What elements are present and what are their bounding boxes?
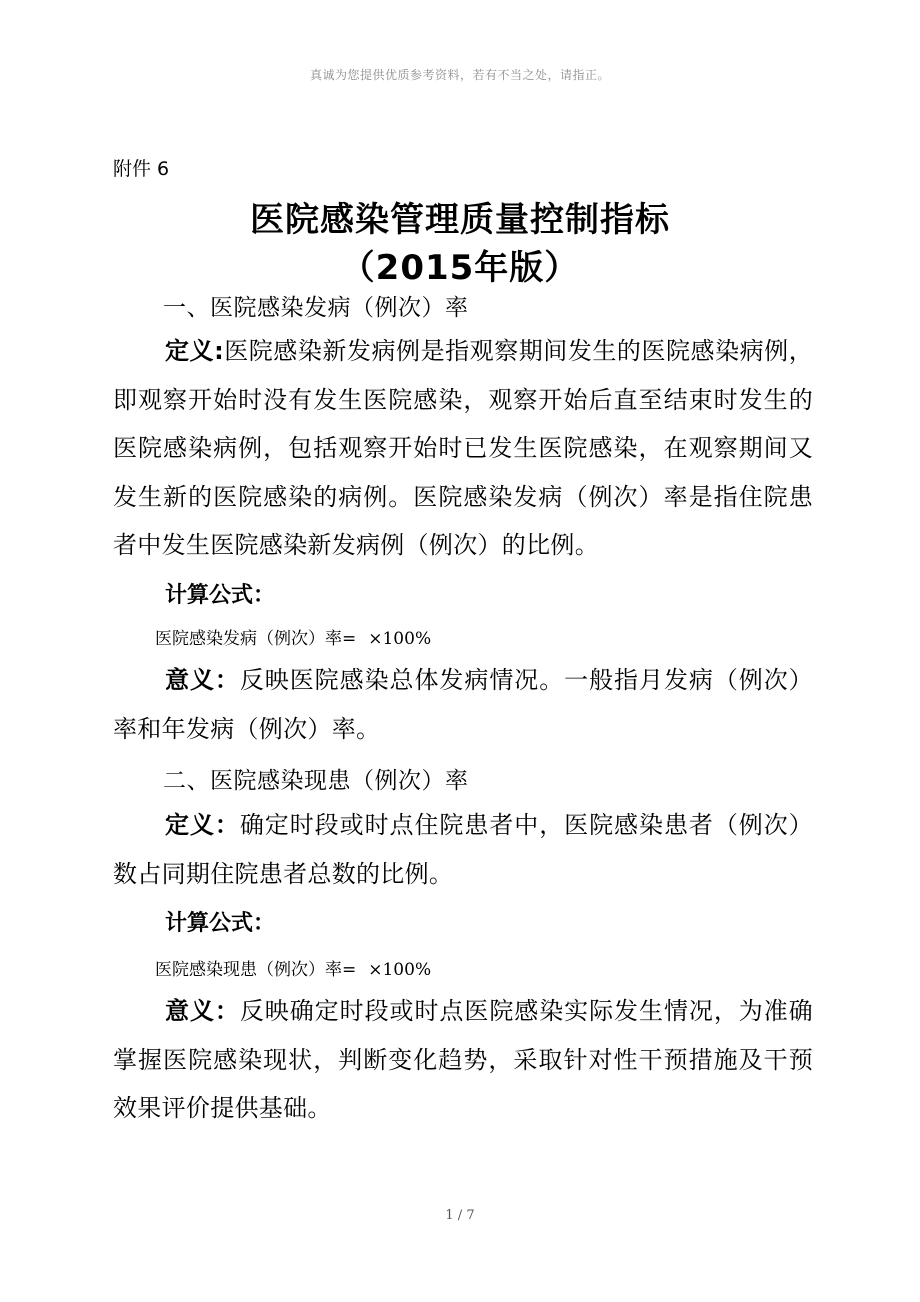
formula-multiplier: ×100% <box>368 960 432 980</box>
header-note: 真诚为您提供优质参考资料，若有不当之处，请指正。 <box>309 68 610 82</box>
section-1-formula-label: 计算公式： <box>165 583 276 608</box>
section-2-meaning <box>113 987 813 1133</box>
definition-text: 医院感染新发病例是指观察期间发生的医院感染病例，即观察开始时没有发生医院感染，观察开始后直至结束时发生的医院感染病例，包括观察开始时已发生医院感染，在观察期间又发生新的医院感染的病例。医院感染发病（例次）率是指住院患者中发生医院感染新发病例（例次）的比例。 <box>113 337 813 559</box>
meaning-text: 反映医院感染总体发病情况。一般指月发病（例次）率和年发病（例次）率。 <box>113 666 813 743</box>
section-heading-2: 二、医院感染现患（例次）率 <box>163 768 469 794</box>
section-1-meaning <box>113 656 813 753</box>
formula-multiplier: ×100% <box>368 629 432 649</box>
section-1-formula <box>155 624 431 649</box>
meaning-label: 意义： <box>165 666 240 694</box>
formula-text: 医院感染发病（例次）率= <box>155 629 357 649</box>
section-2-formula <box>155 955 431 980</box>
section-1-definition <box>113 327 813 570</box>
section-2-definition <box>113 801 813 898</box>
document-title: 医院感染管理质量控制指标 <box>250 200 670 240</box>
definition-label: 定义: <box>165 337 224 365</box>
formula-text: 医院感染现患（例次）率= <box>155 960 357 980</box>
meaning-text: 反映确定时段或时点医院感染实际发生情况，为准确掌握医院感染现状，判断变化趋势，采取针对性干预措施及干预效果评价提供基础。 <box>113 997 813 1122</box>
document-title-edition: （2015年版） <box>340 248 580 288</box>
section-2-formula-label: 计算公式： <box>165 911 276 936</box>
meaning-label: 意义： <box>165 997 240 1025</box>
page-number: 1 / 7 <box>445 1208 475 1223</box>
attachment-label: 附件 6 <box>113 158 170 180</box>
section-heading-1: 一、医院感染发病（例次）率 <box>163 295 469 321</box>
definition-text: 确定时段或时点住院患者中，医院感染患者（例次）数占同期住院患者总数的比例。 <box>113 811 813 888</box>
definition-label: 定义： <box>165 811 240 839</box>
